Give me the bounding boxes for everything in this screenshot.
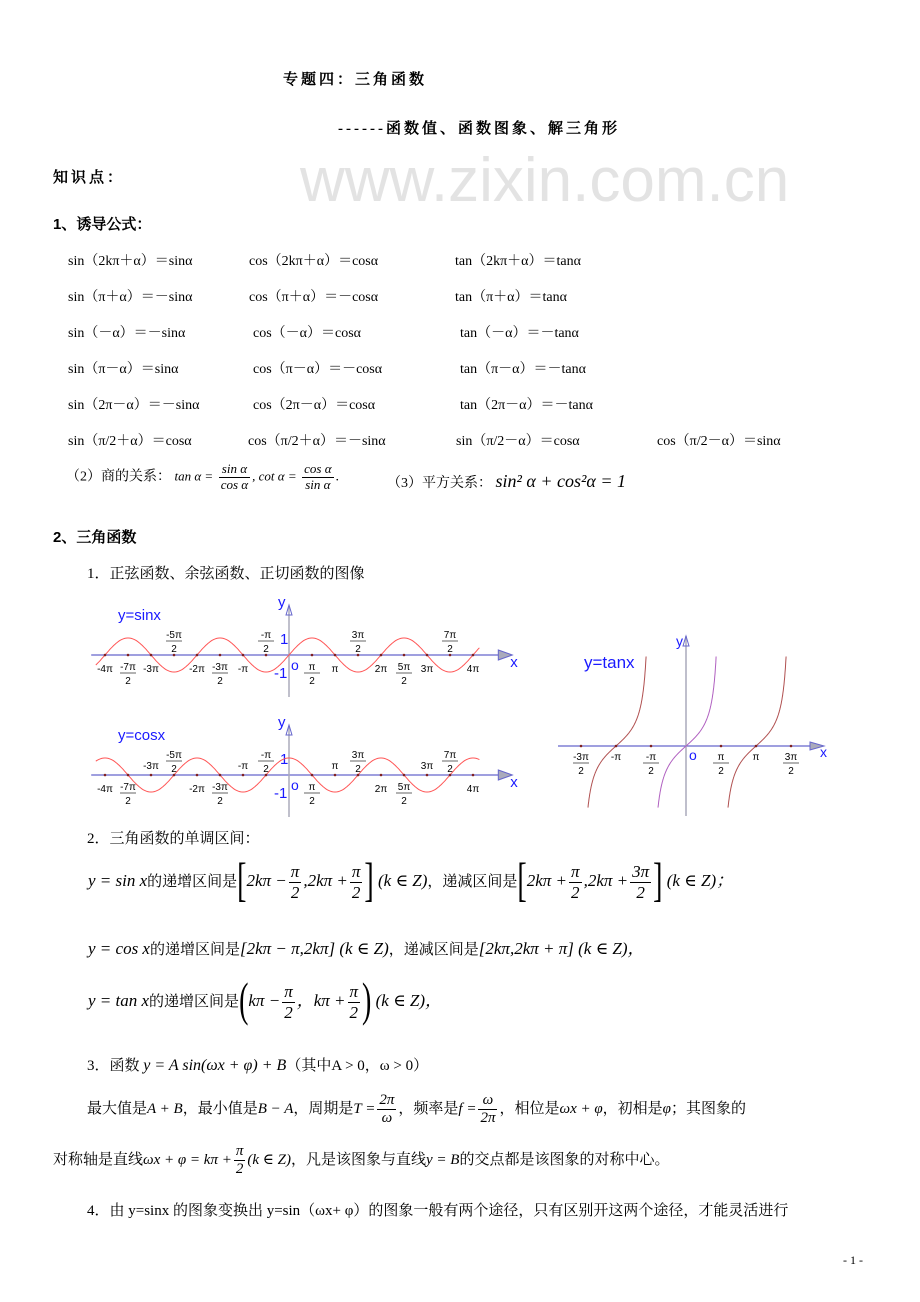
math: ，kπ + <box>296 990 346 1010</box>
x-tick-label: -4π <box>97 784 113 795</box>
bracket: [ <box>237 854 247 908</box>
x-tick-mark <box>755 745 758 748</box>
formula: cos（2kπ＋α）＝cosα <box>249 254 379 269</box>
x-tick-label: -2π <box>189 664 205 675</box>
x-tick-label: -π <box>237 761 249 772</box>
denominator: 2 <box>571 882 580 902</box>
cot-fraction <box>302 462 333 493</box>
page-title: 专题四：三角函数 <box>283 72 428 88</box>
denominator: 2 <box>351 882 361 902</box>
knowledge-label: 知识点： <box>53 170 126 186</box>
x-tick-mark <box>150 654 153 657</box>
x-tick-mark <box>127 654 130 657</box>
fraction <box>478 1092 497 1128</box>
watermark: www.zixin.com.cn <box>300 146 790 215</box>
denominator: sin α <box>305 476 331 492</box>
text: 的递增区间是 <box>147 873 238 890</box>
x-tick-numerator: 7π <box>443 630 457 641</box>
x-tick-denominator: 2 <box>355 764 361 775</box>
text: 的递增区间是 <box>149 993 240 1010</box>
x-tick-numerator: -7π <box>120 662 136 673</box>
square-relation <box>387 471 626 492</box>
x-tick-numerator: π <box>308 782 316 793</box>
y-tick-label: 1 <box>280 751 289 768</box>
denominator: 2 <box>290 882 300 902</box>
origin-label: o <box>291 777 299 793</box>
numerator: sin α <box>219 462 250 478</box>
math: ωx + φ = kπ + <box>143 1152 232 1169</box>
text: ，凡是该图象与直线 <box>290 1152 426 1169</box>
fraction <box>234 1143 246 1179</box>
bracket: ) <box>362 974 372 1028</box>
fraction <box>348 982 361 1022</box>
y-axis-label: y <box>278 714 286 731</box>
math: (k ∈ Z)， <box>375 990 443 1010</box>
math: T = <box>353 1101 376 1118</box>
text: 的递增区间是 <box>149 942 240 958</box>
fraction <box>282 982 295 1022</box>
fraction <box>377 1092 396 1128</box>
numerator: 3π <box>632 862 650 881</box>
cot-lhs: , cot α = <box>252 468 297 484</box>
x-tick-mark <box>650 745 653 748</box>
numerator: cos α <box>304 461 332 476</box>
math: φ <box>662 1101 671 1118</box>
fraction <box>350 862 363 902</box>
text: （其中A > 0，ω > 0） <box>286 1058 429 1074</box>
item1-text: 1．正弦函数、余弦函数、正切函数的图像 <box>87 566 365 582</box>
numerator: 2π <box>377 1092 396 1110</box>
x-tick-label: 2π <box>374 664 388 675</box>
chart-title: y=sinx <box>118 607 161 624</box>
tan-chart <box>540 620 840 820</box>
x-tick-numerator: 3π <box>351 630 365 641</box>
section2-heading: 2、三角函数 <box>53 529 137 546</box>
x-tick-denominator: 2 <box>648 766 654 777</box>
x-tick-mark <box>127 774 130 777</box>
formula: tan（2π－α）＝－tanα <box>460 398 593 413</box>
math: y = cos x <box>88 939 150 958</box>
x-tick-numerator: 3π <box>784 752 798 763</box>
x-tick-mark <box>472 774 475 777</box>
x-tick-denominator: 2 <box>125 676 131 687</box>
denominator: 2 <box>235 1161 244 1178</box>
curve-tan-branch <box>588 657 646 808</box>
x-tick-numerator: -3π <box>212 662 228 673</box>
formula: tan（－α）＝－tanα <box>460 326 579 341</box>
x-tick-denominator: 2 <box>309 796 315 807</box>
formula: cos（π/2－α）＝sinα <box>657 434 781 449</box>
formula: cos（π/2＋α）＝－sinα <box>248 434 386 449</box>
x-tick-numerator: 3π <box>351 750 365 761</box>
x-tick-label: -2π <box>189 784 205 795</box>
x-tick-mark <box>242 654 245 657</box>
x-tick-label: -π <box>237 664 249 675</box>
fraction <box>630 862 651 902</box>
x-tick-label: 3π <box>420 761 434 772</box>
math: (k ∈ Z)， <box>578 939 645 958</box>
x-tick-numerator: -π <box>260 630 272 641</box>
formula: tan（2kπ＋α）＝tanα <box>455 254 581 269</box>
text: 最大值是 <box>87 1101 148 1118</box>
x-tick-label: -4π <box>97 664 113 675</box>
fraction <box>569 862 582 902</box>
text: ，相位是 <box>499 1101 560 1118</box>
formula: sin（π－α）＝sinα <box>68 362 179 377</box>
x-tick-mark <box>426 774 429 777</box>
x-tick-mark <box>790 745 793 748</box>
chart-title: y=tanx <box>584 653 635 672</box>
math: (k ∈ Z) <box>247 1152 291 1169</box>
cos-chart <box>0 710 540 820</box>
math: [2kπ,2kπ + π] <box>478 939 574 958</box>
x-tick-numerator: -5π <box>166 750 182 761</box>
denominator: 2 <box>349 1002 359 1022</box>
x-tick-mark <box>334 774 337 777</box>
x-tick-label: π <box>752 752 760 763</box>
fraction <box>289 862 302 902</box>
x-tick-denominator: 2 <box>578 766 584 777</box>
text: ，初相是 <box>602 1101 663 1118</box>
x-tick-mark <box>403 654 406 657</box>
text: 对称轴是直线 <box>53 1152 144 1169</box>
tan-fraction <box>219 462 250 493</box>
x-tick-label: -3π <box>143 761 159 772</box>
tan-lhs: tan α = <box>174 468 214 484</box>
math: A + B <box>147 1101 183 1118</box>
formula: cos（2π－α）＝cosα <box>253 398 376 413</box>
text: ，周期是 <box>293 1101 354 1118</box>
formula: tan（π＋α）＝tanα <box>455 290 567 305</box>
x-tick-mark <box>150 774 153 777</box>
math: [2kπ − π,2kπ] <box>240 939 336 958</box>
formula: cos（π－α）＝－cosα <box>253 362 383 377</box>
x-tick-denominator: 2 <box>171 764 177 775</box>
math: ,2kπ + <box>583 870 629 890</box>
x-tick-numerator: -π <box>260 750 272 761</box>
numerator: π <box>234 1143 246 1161</box>
bracket: ] <box>364 854 374 908</box>
numerator: π <box>349 982 359 1001</box>
x-tick-mark <box>720 745 723 748</box>
sin-monotonic-line <box>88 854 734 908</box>
denominator: 2π <box>480 1110 496 1127</box>
x-tick-mark <box>311 774 314 777</box>
math: kπ − <box>248 990 281 1010</box>
x-tick-label: 4π <box>466 664 480 675</box>
math: ωx + φ <box>559 1101 603 1118</box>
numerator: ω <box>478 1092 497 1110</box>
curve-tan-branch <box>728 657 786 808</box>
math: y = A sin(ωx + φ) + B <box>143 1057 287 1074</box>
x-axis-label: x <box>510 654 518 671</box>
quotient-label: （2）商的关系： <box>66 469 171 485</box>
x-axis-label: x <box>510 774 518 791</box>
y-axis-label: y <box>676 633 683 649</box>
math: 2kπ − <box>246 870 287 890</box>
page-subtitle: ------函数值、函数图象、解三角形 <box>338 121 620 137</box>
x-tick-mark <box>104 774 107 777</box>
text: ，递减区间是 <box>427 873 518 890</box>
y-axis-label: y <box>278 594 286 611</box>
numerator: π <box>571 862 580 881</box>
x-tick-numerator: 5π <box>397 662 411 673</box>
text: 3．函数 <box>87 1058 140 1074</box>
x-tick-numerator: -π <box>645 752 657 763</box>
x-tick-denominator: 2 <box>355 644 361 655</box>
math: y = tan x <box>88 990 150 1010</box>
numerator: π <box>290 862 300 881</box>
x-tick-mark <box>380 774 383 777</box>
x-tick-label: π <box>331 761 339 772</box>
math: y = B <box>425 1152 460 1169</box>
x-tick-label: -π <box>610 752 622 763</box>
x-tick-mark <box>104 654 107 657</box>
x-tick-mark <box>196 654 199 657</box>
item2-text: 2．三角函数的单调区间： <box>87 831 260 847</box>
chart-title: y=cosx <box>118 727 166 744</box>
square-formula: sin² α + cos²α = 1 <box>495 471 626 491</box>
x-tick-denominator: 2 <box>401 676 407 687</box>
x-tick-numerator: π <box>308 662 316 673</box>
denominator: 2 <box>636 882 645 902</box>
math: ,2kπ + <box>303 870 348 890</box>
x-tick-numerator: 5π <box>397 782 411 793</box>
x-tick-numerator: -7π <box>120 782 136 793</box>
math: (k ∈ Z) <box>339 939 389 958</box>
text: ，递减区间是 <box>388 942 479 958</box>
x-tick-mark <box>580 745 583 748</box>
x-tick-numerator: -3π <box>212 782 228 793</box>
x-tick-mark <box>219 774 222 777</box>
formula: sin（2kπ＋α）＝sinα <box>68 254 193 269</box>
x-tick-label: 3π <box>420 664 434 675</box>
math: y = sin x <box>88 870 148 890</box>
formula: sin（π/2－α）＝cosα <box>456 434 580 449</box>
x-tick-mark <box>615 745 618 748</box>
y-tick-label: -1 <box>274 785 288 802</box>
properties-para <box>87 1092 746 1128</box>
x-tick-mark <box>219 654 222 657</box>
math: 2kπ + <box>526 870 568 890</box>
formula: cos（－α）＝cosα <box>253 326 361 341</box>
x-tick-numerator: π <box>717 752 725 763</box>
x-tick-mark <box>403 774 406 777</box>
curve-tan-branch <box>658 657 716 808</box>
x-tick-mark <box>472 654 475 657</box>
item4-text: 4．由 y=sinx 的图象变换出 y=sin（ωx+ φ）的图象一般有两个途径，只有区别开这两个途径，才能灵活进行 <box>87 1203 789 1219</box>
tan-monotonic-line <box>88 974 443 1028</box>
x-tick-label: 4π <box>466 784 480 795</box>
x-tick-mark <box>334 654 337 657</box>
x-tick-denominator: 2 <box>263 644 269 655</box>
x-tick-denominator: 2 <box>447 644 453 655</box>
item3-line <box>87 1054 428 1075</box>
bracket: [ <box>517 854 527 908</box>
formula: tan（π－α）＝－tanα <box>460 362 586 377</box>
x-tick-numerator: 7π <box>443 750 457 761</box>
math: (k ∈ Z) <box>377 870 428 890</box>
x-tick-denominator: 2 <box>718 766 724 777</box>
numerator: π <box>351 862 361 881</box>
x-tick-denominator: 2 <box>309 676 315 687</box>
x-tick-denominator: 2 <box>447 764 453 775</box>
formula: sin（π/2＋α）＝cosα <box>68 434 192 449</box>
cos-monotonic-line <box>88 934 645 959</box>
numerator: π <box>284 982 293 1001</box>
formula: sin（2π－α）＝－sinα <box>68 398 200 413</box>
x-tick-denominator: 2 <box>171 644 177 655</box>
formula: sin（－α）＝－sinα <box>68 326 186 341</box>
text: 的交点都是该图象的对称中心。 <box>459 1152 670 1169</box>
x-tick-mark <box>242 774 245 777</box>
math: B − A <box>257 1101 294 1118</box>
x-tick-mark <box>380 654 383 657</box>
text: ；其图象的 <box>670 1101 746 1118</box>
square-label: （3）平方关系： <box>387 476 492 491</box>
bracket: ( <box>239 974 249 1028</box>
page-number: - 1 - <box>843 1253 863 1267</box>
x-tick-denominator: 2 <box>788 766 794 777</box>
x-tick-mark <box>426 654 429 657</box>
x-tick-numerator: -5π <box>166 630 182 641</box>
denominator: ω <box>381 1110 393 1127</box>
x-tick-denominator: 2 <box>125 796 131 807</box>
x-tick-label: -3π <box>143 664 159 675</box>
x-tick-label: 2π <box>374 784 388 795</box>
x-tick-mark <box>311 654 314 657</box>
x-tick-denominator: 2 <box>217 796 223 807</box>
denominator: cos α <box>220 476 249 492</box>
formula: sin（π＋α）＝－sinα <box>68 290 193 305</box>
text: ，频率是 <box>398 1101 459 1118</box>
symmetry-para <box>53 1143 669 1179</box>
x-axis-label: x <box>820 744 827 760</box>
sin-chart <box>0 590 540 710</box>
origin-label: o <box>689 747 697 763</box>
x-tick-mark <box>196 774 199 777</box>
formula: cos（π＋α）＝－cosα <box>249 290 379 305</box>
text: ，最小值是 <box>182 1101 258 1118</box>
math: (k ∈ Z)； <box>666 870 734 890</box>
x-tick-denominator: 2 <box>217 676 223 687</box>
x-tick-numerator: -3π <box>573 752 589 763</box>
math: f = <box>458 1101 477 1118</box>
y-tick-label: -1 <box>274 665 288 682</box>
quotient-relation: （2）商的关系： tan α = $\frac{\text{sin α}}{\text{cos α}}$ , cot α = $\frac{\text{cos α}}{\text{sin α}}$ . <box>66 461 340 492</box>
denominator: 2 <box>284 1002 293 1022</box>
origin-label: o <box>291 657 299 673</box>
bracket: ] <box>653 854 663 908</box>
x-tick-label: π <box>331 664 339 675</box>
y-tick-label: 1 <box>280 631 289 648</box>
x-tick-denominator: 2 <box>263 764 269 775</box>
section1-heading: 1、诱导公式： <box>53 216 152 233</box>
x-tick-denominator: 2 <box>401 796 407 807</box>
